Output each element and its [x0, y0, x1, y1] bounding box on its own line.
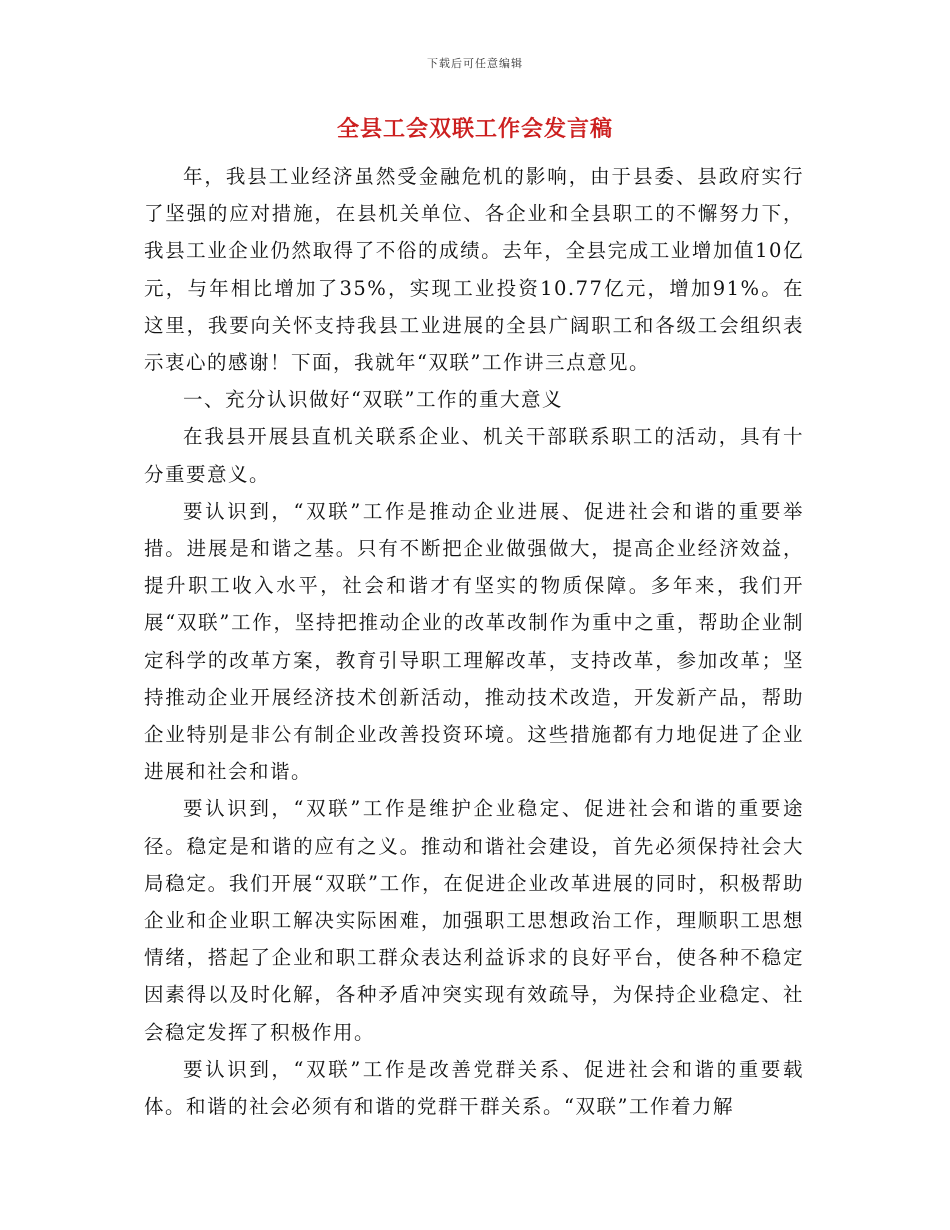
paragraph: 要认识到，“双联”工作是改善党群关系、促进社会和谐的重要载体。和谐的社会必须有和谐的党群干群关系。“双联”工作着力解	[144, 1057, 804, 1119]
paragraph: 要认识到，“双联”工作是推动企业进展、促进社会和谐的重要举措。进展是和谐之基。只有不断把企业做强做大，提高企业经济效益，提升职工收入水平，社会和谐才有坚实的物质保障。多年来，我们开展“双联”工作，坚持把推动企业的改革改制作为重中之重，帮助企业制定科学的改革方案，教育引导职工理解改革，支持改革，参加改革；坚持推动企业开展经济技术创新活动，推动技术改造，开发新产品，帮助企业特别是非公有制企业改善投资环境。这些措施都有力地促进了企业进展和社会和谐。	[144, 499, 804, 784]
document-body	[144, 158, 804, 1125]
document-title: 全县工会双联工作会发言稿	[336, 116, 613, 142]
paragraph-intro: 年，我县工业经济虽然受金融危机的影响，由于县委、县政府实行了坚强的应对措施，在县机关单位、各企业和全县职工的不懈努力下，我县工业企业仍然取得了不俗的成绩。去年，全县完成工业增加值10亿元，与年相比增加了35%，实现工业投资10.77亿元，增加91%。在这里，我要向关怀支持我县工业进展的全县广阔职工和各级工会组织表示衷心的感谢！下面，我就年“双联”工作讲三点意见。	[144, 165, 804, 375]
paragraph: 在我县开展县直机关联系企业、机关干部联系职工的活动，具有十分重要意义。	[144, 425, 804, 486]
paragraph: 要认识到，“双联”工作是维护企业稳定、促进社会和谐的重要途径。稳定是和谐的应有之义。推动和谐社会建设，首先必须保持社会大局稳定。我们开展“双联”工作，在促进企业改革进展的同时，积极帮助企业和企业职工解决实际困难，加强职工思想政治工作，理顺职工思想情绪，搭起了企业和职工群众表达利益诉求的良好平台，使各种不稳定因素得以及时化解，各种矛盾冲突实现有效疏导，为保持企业稳定、社会稳定发挥了积极作用。	[144, 797, 804, 1044]
section-heading: 一、充分认识做好“双联”工作的重大意义	[183, 388, 563, 412]
header-note: 下载后可任意编辑	[427, 57, 523, 70]
